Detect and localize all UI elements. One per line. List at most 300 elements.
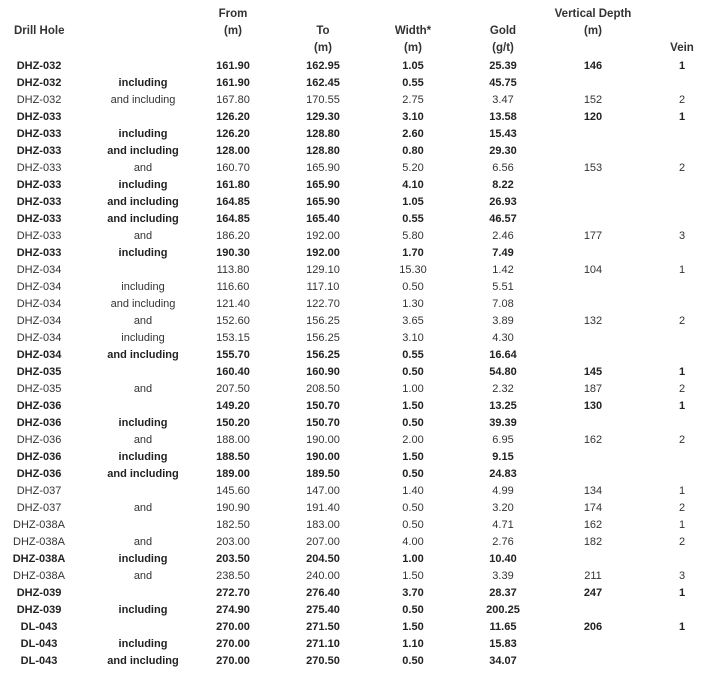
cell-to: 192.00 — [306, 247, 340, 259]
cell-from: 270.00 — [216, 621, 250, 633]
cell-drill-hole: DHZ-038A — [12, 553, 66, 565]
header-width-unit: (m) — [404, 42, 422, 54]
cell-vertical-depth — [543, 449, 643, 466]
cell-gold: 9.15 — [492, 451, 514, 463]
cell-qualifier: and — [133, 230, 153, 242]
cell-width: 15.30 — [399, 264, 427, 276]
cell-to: 271.50 — [306, 621, 340, 633]
cell-vertical-depth — [543, 296, 643, 313]
cell-from: 203.00 — [216, 536, 250, 548]
header-from-unit: (m) — [224, 25, 242, 37]
cell-drill-hole: DHZ-039 — [16, 587, 62, 599]
header-width-title: Width* — [394, 25, 432, 37]
table-row — [0, 517, 722, 534]
table-row — [0, 194, 722, 211]
table-row — [0, 636, 722, 653]
cell-gold: 11.65 — [489, 621, 517, 633]
cell-from: 161.90 — [216, 77, 250, 89]
cell-vein — [660, 245, 704, 262]
cell-drill-hole: DHZ-034 — [16, 332, 62, 344]
cell-vein: 1 — [678, 485, 686, 497]
cell-vertical-depth: 247 — [583, 587, 603, 599]
table-row — [0, 92, 722, 109]
cell-gold: 2.76 — [492, 536, 514, 548]
cell-to: 192.00 — [306, 230, 340, 242]
table-row — [0, 143, 722, 160]
cell-qualifier: including — [118, 247, 168, 259]
table-row — [0, 126, 722, 143]
cell-width: 5.20 — [402, 162, 424, 174]
cell-qualifier: and including — [107, 655, 179, 667]
cell-width: 0.50 — [402, 519, 424, 531]
cell-gold: 3.89 — [492, 315, 514, 327]
header-to-unit: (m) — [314, 42, 332, 54]
cell-width: 0.50 — [402, 281, 424, 293]
header-gold-title: Gold — [489, 25, 517, 37]
table-row — [0, 228, 722, 245]
cell-width: 0.50 — [402, 655, 424, 667]
cell-gold: 13.58 — [489, 111, 517, 123]
cell-width: 3.10 — [402, 111, 424, 123]
cell-qualifier: including — [121, 332, 165, 344]
cell-from: 126.20 — [216, 111, 250, 123]
cell-from: 272.70 — [216, 587, 250, 599]
cell-from: 188.00 — [216, 434, 250, 446]
cell-width: 0.55 — [402, 77, 424, 89]
cell-qualifier: and — [133, 162, 153, 174]
cell-vertical-depth: 145 — [583, 366, 603, 378]
cell-vertical-depth — [543, 653, 643, 670]
cell-gold: 39.39 — [489, 417, 517, 429]
cell-vertical-depth: 177 — [583, 230, 603, 242]
cell-to: 191.40 — [306, 502, 340, 514]
table-row — [0, 398, 722, 415]
table-row — [0, 432, 722, 449]
cell-width: 1.10 — [402, 638, 424, 650]
cell-from: 186.20 — [216, 230, 250, 242]
cell-from: 161.80 — [216, 179, 250, 191]
cell-width: 0.55 — [402, 349, 424, 361]
cell-gold: 2.46 — [492, 230, 514, 242]
cell-qualifier — [95, 109, 191, 126]
cell-qualifier: including — [118, 77, 168, 89]
cell-drill-hole: DL-043 — [20, 655, 58, 667]
cell-vein: 1 — [678, 60, 686, 72]
cell-drill-hole: DHZ-036 — [16, 434, 62, 446]
cell-drill-hole: DHZ-038A — [13, 519, 65, 531]
cell-qualifier: including — [118, 128, 168, 140]
cell-qualifier: including — [118, 638, 168, 650]
table-row — [0, 585, 722, 602]
cell-gold: 28.37 — [489, 587, 517, 599]
cell-qualifier: and including — [107, 196, 179, 208]
cell-vertical-depth: 152 — [583, 94, 603, 106]
cell-drill-hole: DHZ-033 — [16, 196, 62, 208]
cell-vein — [660, 211, 704, 228]
cell-gold: 45.75 — [489, 77, 517, 89]
cell-from: 121.40 — [216, 298, 250, 310]
cell-width: 1.00 — [402, 553, 424, 565]
cell-from: 150.20 — [216, 417, 250, 429]
cell-to: 156.25 — [306, 315, 340, 327]
cell-from: 207.50 — [216, 383, 250, 395]
cell-drill-hole: DHZ-038A — [13, 536, 65, 548]
header-from-title: From — [218, 8, 248, 20]
cell-qualifier: and including — [107, 213, 179, 225]
cell-vein — [660, 636, 704, 653]
cell-from: 189.00 — [216, 468, 250, 480]
cell-gold: 26.93 — [489, 196, 517, 208]
cell-drill-hole: DHZ-032 — [16, 77, 62, 89]
cell-to: 122.70 — [306, 298, 340, 310]
cell-vein — [660, 194, 704, 211]
cell-vein: 2 — [678, 383, 686, 395]
cell-gold: 16.64 — [489, 349, 517, 361]
cell-vein: 1 — [678, 366, 686, 378]
cell-drill-hole: DHZ-037 — [16, 485, 62, 497]
cell-vein — [660, 551, 704, 568]
cell-to: 128.80 — [306, 128, 340, 140]
cell-to: 270.50 — [306, 655, 340, 667]
header-to-title: To — [316, 25, 330, 37]
cell-gold: 6.95 — [492, 434, 514, 446]
cell-width: 1.70 — [402, 247, 424, 259]
table-row — [0, 466, 722, 483]
cell-drill-hole: DHZ-033 — [16, 128, 62, 140]
cell-to: 117.10 — [306, 281, 340, 293]
cell-vein: 1 — [678, 587, 686, 599]
cell-vertical-depth — [543, 75, 643, 92]
cell-vein — [660, 330, 704, 347]
cell-to: 156.25 — [306, 349, 340, 361]
cell-gold: 15.43 — [489, 128, 517, 140]
cell-vertical-depth: 146 — [583, 60, 603, 72]
cell-to: 190.00 — [306, 434, 340, 446]
cell-vertical-depth — [543, 143, 643, 160]
header-vertical-depth-title: Vertical Depth — [554, 8, 632, 20]
cell-vertical-depth — [543, 466, 643, 483]
cell-from: 160.40 — [216, 366, 250, 378]
cell-qualifier: and including — [110, 94, 176, 106]
cell-qualifier: including — [118, 451, 168, 463]
cell-vein — [660, 653, 704, 670]
table-row — [0, 75, 722, 92]
cell-vertical-depth: 187 — [583, 383, 603, 395]
cell-drill-hole: DHZ-033 — [16, 145, 62, 157]
cell-drill-hole: DHZ-034 — [16, 281, 62, 293]
cell-qualifier — [95, 619, 191, 636]
cell-to: 190.00 — [306, 451, 340, 463]
cell-vein — [660, 449, 704, 466]
cell-to: 207.00 — [306, 536, 340, 548]
cell-vein: 3 — [678, 230, 686, 242]
cell-qualifier: including — [121, 281, 165, 293]
cell-from: 164.85 — [216, 213, 250, 225]
table-row — [0, 262, 722, 279]
table-row — [0, 653, 722, 670]
cell-vertical-depth — [543, 330, 643, 347]
cell-drill-hole: DHZ-034 — [16, 298, 62, 310]
cell-width: 3.10 — [402, 332, 424, 344]
cell-width: 4.10 — [402, 179, 424, 191]
cell-from: 160.70 — [216, 162, 250, 174]
cell-gold: 7.49 — [492, 247, 514, 259]
cell-from: 167.80 — [216, 94, 250, 106]
cell-qualifier: and including — [107, 468, 179, 480]
cell-to: 165.90 — [306, 196, 340, 208]
cell-width: 1.50 — [402, 451, 424, 463]
cell-to: 183.00 — [306, 519, 340, 531]
cell-drill-hole: DHZ-038A — [13, 570, 65, 582]
cell-vein: 2 — [678, 315, 686, 327]
cell-width: 2.00 — [402, 434, 424, 446]
cell-to: 150.70 — [306, 417, 340, 429]
cell-width: 3.65 — [402, 315, 424, 327]
cell-from: 182.50 — [216, 519, 250, 531]
cell-width: 1.50 — [402, 400, 424, 412]
cell-to: 147.00 — [306, 485, 340, 497]
cell-width: 1.50 — [402, 570, 424, 582]
cell-drill-hole: DHZ-035 — [16, 366, 62, 378]
cell-drill-hole: DHZ-036 — [16, 400, 62, 412]
cell-to: 128.80 — [306, 145, 340, 157]
cell-gold: 200.25 — [486, 604, 520, 616]
cell-vertical-depth — [543, 279, 643, 296]
table-row — [0, 313, 722, 330]
cell-from: 161.90 — [216, 60, 250, 72]
table-row — [0, 449, 722, 466]
cell-qualifier — [95, 483, 191, 500]
cell-drill-hole: DHZ-037 — [16, 502, 62, 514]
cell-qualifier: and including — [107, 145, 179, 157]
cell-vertical-depth — [543, 211, 643, 228]
cell-gold: 54.80 — [489, 366, 517, 378]
header-drill-hole: Drill Hole — [14, 25, 65, 37]
cell-vein — [660, 143, 704, 160]
cell-vertical-depth: 120 — [583, 111, 603, 123]
cell-gold: 2.32 — [492, 383, 514, 395]
table-row — [0, 551, 722, 568]
cell-vertical-depth: 132 — [583, 315, 603, 327]
cell-gold: 24.83 — [489, 468, 517, 480]
table-row — [0, 245, 722, 262]
cell-vertical-depth: 182 — [583, 536, 603, 548]
cell-to: 129.10 — [306, 264, 340, 276]
cell-drill-hole: DHZ-033 — [16, 230, 62, 242]
cell-width: 0.80 — [402, 145, 424, 157]
cell-drill-hole: DHZ-033 — [16, 111, 62, 123]
cell-vein: 1 — [678, 111, 686, 123]
cell-width: 1.50 — [402, 621, 424, 633]
cell-drill-hole: DHZ-032 — [16, 94, 62, 106]
cell-vein: 1 — [678, 264, 686, 276]
cell-width: 1.05 — [402, 196, 424, 208]
cell-vein — [660, 279, 704, 296]
cell-width: 2.60 — [402, 128, 424, 140]
cell-vein — [660, 347, 704, 364]
table-row — [0, 381, 722, 398]
cell-width: 0.55 — [402, 213, 424, 225]
cell-from: 190.90 — [216, 502, 250, 514]
table-row — [0, 534, 722, 551]
table-row — [0, 568, 722, 585]
cell-vein: 1 — [678, 621, 686, 633]
cell-to: 129.30 — [306, 111, 340, 123]
cell-vein — [660, 296, 704, 313]
cell-to: 204.50 — [306, 553, 340, 565]
table-row — [0, 109, 722, 126]
cell-width: 5.80 — [402, 230, 424, 242]
cell-to: 208.50 — [306, 383, 340, 395]
cell-width: 2.75 — [402, 94, 424, 106]
cell-width: 0.50 — [402, 502, 424, 514]
cell-drill-hole: DHZ-034 — [16, 264, 62, 276]
cell-vertical-depth — [543, 347, 643, 364]
cell-vein: 2 — [678, 94, 686, 106]
cell-vein: 2 — [678, 434, 686, 446]
cell-gold: 34.07 — [489, 655, 517, 667]
cell-vein — [660, 177, 704, 194]
header-gold-unit: (g/t) — [492, 42, 514, 54]
cell-to: 150.70 — [306, 400, 340, 412]
cell-vein: 1 — [678, 519, 686, 531]
cell-from: 190.30 — [216, 247, 250, 259]
cell-drill-hole: DHZ-036 — [16, 417, 62, 429]
cell-vertical-depth — [543, 602, 643, 619]
cell-from: 113.80 — [216, 264, 250, 276]
cell-qualifier: including — [118, 179, 168, 191]
cell-vertical-depth: 162 — [583, 519, 603, 531]
cell-drill-hole: DHZ-033 — [16, 213, 62, 225]
cell-gold: 25.39 — [489, 60, 517, 72]
cell-from: 149.20 — [216, 400, 250, 412]
cell-to: 240.00 — [306, 570, 340, 582]
cell-drill-hole: DHZ-033 — [16, 179, 62, 191]
cell-gold: 8.22 — [492, 179, 514, 191]
cell-to: 189.50 — [306, 468, 340, 480]
cell-to: 160.90 — [306, 366, 340, 378]
cell-qualifier — [95, 398, 191, 415]
cell-vertical-depth: 206 — [583, 621, 603, 633]
cell-to: 165.40 — [306, 213, 340, 225]
cell-qualifier: including — [118, 604, 168, 616]
cell-gold: 5.51 — [492, 281, 514, 293]
cell-vein: 3 — [678, 570, 686, 582]
cell-vertical-depth: 211 — [584, 570, 602, 582]
cell-to: 162.95 — [306, 60, 340, 72]
cell-drill-hole: DHZ-032 — [16, 60, 62, 72]
cell-from: 270.00 — [216, 638, 250, 650]
cell-vein — [660, 75, 704, 92]
cell-vein: 2 — [678, 536, 686, 548]
cell-gold: 1.42 — [492, 264, 514, 276]
cell-qualifier — [95, 364, 191, 381]
table-row — [0, 160, 722, 177]
cell-gold: 3.39 — [492, 570, 514, 582]
cell-from: 128.00 — [216, 145, 250, 157]
cell-qualifier: and including — [107, 349, 179, 361]
cell-to: 170.55 — [306, 94, 340, 106]
cell-gold: 15.83 — [489, 638, 517, 650]
cell-from: 203.50 — [216, 553, 250, 565]
header-vein: Vein — [670, 42, 694, 54]
cell-gold: 4.99 — [492, 485, 514, 497]
cell-gold: 29.30 — [489, 145, 517, 157]
cell-qualifier — [95, 58, 191, 75]
cell-width: 1.40 — [402, 485, 424, 497]
cell-from: 188.50 — [216, 451, 250, 463]
cell-qualifier: including — [118, 417, 168, 429]
table-row — [0, 602, 722, 619]
cell-drill-hole: DL-043 — [20, 621, 58, 633]
cell-to: 165.90 — [306, 179, 340, 191]
cell-drill-hole: DHZ-034 — [16, 349, 62, 361]
table-row — [0, 619, 722, 636]
table-row — [0, 177, 722, 194]
cell-qualifier — [95, 517, 191, 534]
cell-from: 238.50 — [216, 570, 250, 582]
cell-from: 164.85 — [216, 196, 250, 208]
cell-vertical-depth — [543, 126, 643, 143]
header-vertical-depth-unit: (m) — [584, 25, 602, 37]
cell-width: 4.00 — [402, 536, 424, 548]
cell-gold: 6.56 — [492, 162, 514, 174]
cell-vein — [660, 466, 704, 483]
cell-width: 3.70 — [402, 587, 424, 599]
cell-qualifier: and — [133, 315, 153, 327]
cell-qualifier: and — [133, 434, 153, 446]
cell-vein: 2 — [678, 162, 686, 174]
cell-qualifier: including — [118, 553, 168, 565]
cell-vein — [660, 126, 704, 143]
cell-width: 0.50 — [402, 468, 424, 480]
cell-drill-hole: DHZ-033 — [16, 247, 62, 259]
table-row — [0, 279, 722, 296]
table-row — [0, 500, 722, 517]
cell-qualifier: and — [133, 502, 153, 514]
cell-vertical-depth — [543, 245, 643, 262]
cell-gold: 7.08 — [492, 298, 514, 310]
cell-drill-hole: DL-043 — [20, 638, 58, 650]
cell-drill-hole: DHZ-035 — [16, 383, 62, 395]
cell-from: 116.60 — [216, 281, 250, 293]
cell-drill-hole: DHZ-039 — [16, 604, 62, 616]
cell-from: 155.70 — [216, 349, 250, 361]
cell-from: 274.90 — [216, 604, 250, 616]
cell-to: 271.10 — [306, 638, 340, 650]
cell-vertical-depth: 174 — [583, 502, 603, 514]
cell-vein — [660, 602, 704, 619]
cell-from: 152.60 — [216, 315, 250, 327]
cell-qualifier: and including — [110, 298, 176, 310]
cell-width: 0.50 — [402, 366, 424, 378]
cell-from: 145.60 — [216, 485, 250, 497]
cell-vertical-depth: 153 — [583, 162, 603, 174]
cell-gold: 13.25 — [489, 400, 517, 412]
cell-to: 165.90 — [306, 162, 340, 174]
cell-vertical-depth: 130 — [583, 400, 603, 412]
cell-drill-hole: DHZ-036 — [16, 468, 62, 480]
cell-width: 1.05 — [402, 60, 424, 72]
cell-vein: 1 — [678, 400, 686, 412]
cell-from: 153.15 — [216, 332, 250, 344]
cell-vertical-depth: 134 — [583, 485, 603, 497]
cell-width: 0.50 — [402, 604, 424, 616]
cell-width: 1.30 — [402, 298, 424, 310]
cell-drill-hole: DHZ-034 — [16, 315, 62, 327]
cell-vertical-depth — [543, 551, 643, 568]
cell-qualifier: and — [133, 570, 153, 582]
